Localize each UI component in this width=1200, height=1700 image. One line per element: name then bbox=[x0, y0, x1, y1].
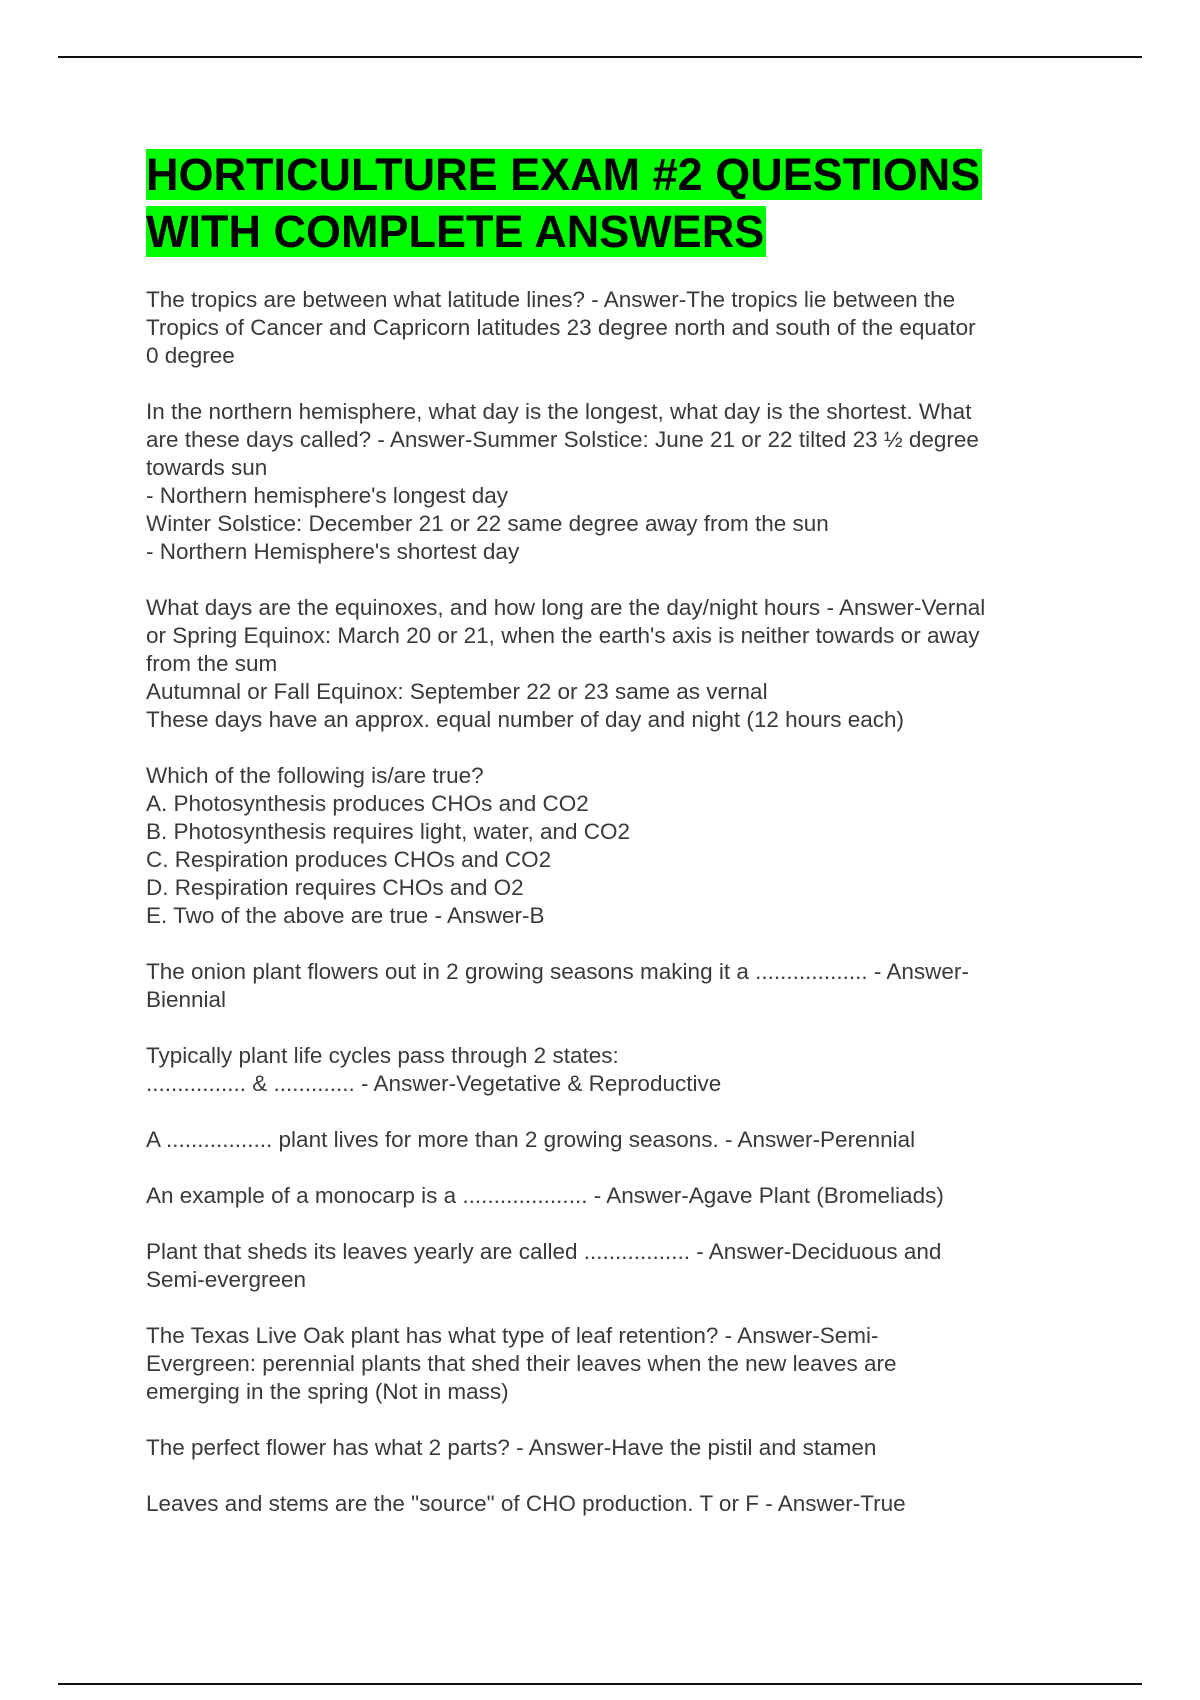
qa-line: In the northern hemisphere, what day is the longest, what day is the shortest. What bbox=[146, 399, 972, 424]
qa-line: D. Respiration requires CHOs and O2 bbox=[146, 875, 524, 900]
document-title bbox=[146, 146, 1066, 260]
qa-line: An example of a monocarp is a .................... - Answer-Agave Plant (Bromeliads) bbox=[146, 1183, 944, 1208]
qa-line: Plant that sheds its leaves yearly are called ................. - Answer-Deciduous and bbox=[146, 1239, 942, 1264]
qa-line: emerging in the spring (Not in mass) bbox=[146, 1379, 509, 1404]
qa-line: towards sun bbox=[146, 455, 268, 480]
qa-line: What days are the equinoxes, and how long are the day/night hours - Answer-Vernal bbox=[146, 595, 986, 620]
qa-block bbox=[146, 286, 1066, 370]
qa-line: Leaves and stems are the "source" of CHO production. T or F - Answer-True bbox=[146, 1491, 906, 1516]
qa-line: are these days called? - Answer-Summer Solstice: June 21 or 22 tilted 23 ½ degree bbox=[146, 427, 979, 452]
qa-block bbox=[146, 1434, 1066, 1462]
qa-line: The Texas Live Oak plant has what type of leaf retention? - Answer-Semi- bbox=[146, 1323, 879, 1348]
qa-line: - Northern Hemisphere's shortest day bbox=[146, 539, 520, 564]
qa-block bbox=[146, 1126, 1066, 1154]
qa-block bbox=[146, 398, 1066, 566]
qa-block bbox=[146, 1182, 1066, 1210]
qa-line: Semi-evergreen bbox=[146, 1267, 307, 1292]
document-title-highlight: HORTICULTURE EXAM #2 QUESTIONS WITH COMPLETE ANSWERS bbox=[146, 149, 981, 257]
qa-line: These days have an approx. equal number of day and night (12 hours each) bbox=[146, 707, 904, 732]
qa-line: Autumnal or Fall Equinox: September 22 or 23 same as vernal bbox=[146, 679, 768, 704]
top-rule bbox=[58, 56, 1142, 58]
document-body bbox=[146, 146, 1066, 1546]
qa-line: Tropics of Cancer and Capricorn latitudes 23 degree north and south of the equator bbox=[146, 315, 976, 340]
qa-line: C. Respiration produces CHOs and CO2 bbox=[146, 847, 552, 872]
qa-line: Winter Solstice: December 21 or 22 same degree away from the sun bbox=[146, 511, 829, 536]
qa-line: Typically plant life cycles pass through 2 states: bbox=[146, 1043, 619, 1068]
qa-line: - Northern hemisphere's longest day bbox=[146, 483, 508, 508]
qa-line: E. Two of the above are true - Answer-B bbox=[146, 903, 545, 928]
qa-block bbox=[146, 1238, 1066, 1294]
qa-line: Biennial bbox=[146, 987, 227, 1012]
qa-line: The tropics are between what latitude lines? - Answer-The tropics lie between the bbox=[146, 287, 956, 312]
qa-line: The onion plant flowers out in 2 growing seasons making it a .................. - Answer- bbox=[146, 959, 969, 984]
qa-block bbox=[146, 958, 1066, 1014]
qa-block bbox=[146, 1490, 1066, 1518]
qa-block bbox=[146, 1322, 1066, 1406]
bottom-rule bbox=[58, 1683, 1142, 1685]
qa-block bbox=[146, 594, 1066, 734]
qa-line: Which of the following is/are true? bbox=[146, 763, 484, 788]
qa-line: ................ & ............. - Answer-Vegetative & Reproductive bbox=[146, 1071, 722, 1096]
qa-line: Evergreen: perennial plants that shed their leaves when the new leaves are bbox=[146, 1351, 897, 1376]
qa-line: from the sum bbox=[146, 651, 278, 676]
qa-line: A ................. plant lives for more than 2 growing seasons. - Answer-Perennial bbox=[146, 1127, 916, 1152]
qa-list bbox=[146, 286, 1066, 1518]
qa-line: 0 degree bbox=[146, 343, 235, 368]
qa-block bbox=[146, 1042, 1066, 1098]
qa-line: A. Photosynthesis produces CHOs and CO2 bbox=[146, 791, 589, 816]
qa-line: The perfect flower has what 2 parts? - Answer-Have the pistil and stamen bbox=[146, 1435, 877, 1460]
qa-block bbox=[146, 762, 1066, 930]
qa-line: or Spring Equinox: March 20 or 21, when the earth's axis is neither towards or away bbox=[146, 623, 980, 648]
qa-line: B. Photosynthesis requires light, water, and CO2 bbox=[146, 819, 631, 844]
